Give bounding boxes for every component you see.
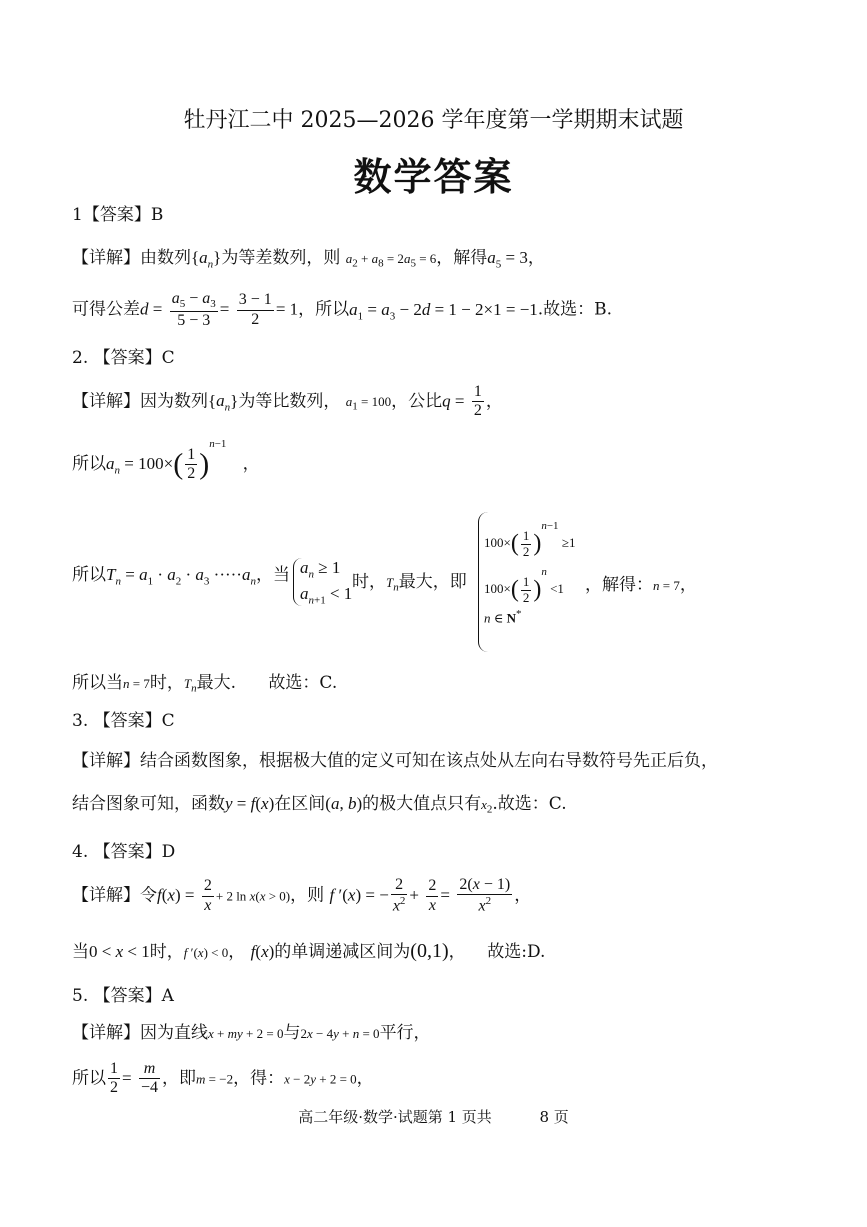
q3-detail: 【详解】结合函数图象，根据极大值的定义可知在该点处从左向右导数符号先正后负，: [72, 751, 718, 771]
q5-detail: 【详解】因为直线x + my + 2 = 0与2x − 4y + n = 0平行，: [72, 1023, 431, 1043]
q2-sys-1: 100×( $\frac{1}{2}$ )$^{n-1}$ ≥1: [484, 520, 576, 559]
school-title: 牡丹江二中 2025—2026 学年度第一学期期末试题: [183, 108, 684, 133]
q2-max-text: 时，$T_n$最大，即: [352, 572, 467, 594]
q1-line2: 可得公差d = $\frac{a_5 - a_3}{5 - 3}$ = $\frac{3 - 1}{2}$ = 1，所以$a_1 = a_3 - 2d = 1 - 2\times 1 = -1$.故选：B.: [72, 290, 613, 329]
q3-line2: 结合图象可知，函数y = f(x)在区间(a, b)的极大值点只有$x_2$.故选：C.: [72, 794, 567, 816]
q2-answer: 2. 【答案】C: [72, 348, 175, 368]
q1-answer: 1【答案】B: [72, 205, 164, 225]
q2-sys-2: 100×( $\frac{1}{2}$ )$^n$ <1: [484, 566, 564, 605]
q2-solve: ，解得：n = 7，: [585, 575, 697, 595]
q3-answer: 3. 【答案】C: [72, 711, 175, 731]
doc-title: 数学答案: [353, 154, 514, 199]
q5-line2: 所以 $\frac{1}{2}$ = $\frac{m}{-4}$ ，即m = −2，得：x − 2y + 2 = 0，: [72, 1060, 374, 1097]
q1-detail: 【详解】由数列$\{a_n\}$为等差数列，则 $a_2 + a_8 = 2a_5 = 6$，解得$a_5 = 3$，: [72, 248, 545, 271]
q2-cond-1: $a_n \ge 1$: [300, 558, 341, 581]
q4-line2: 当0 < x < 1时，f ′(x) < 0， f(x)的单调递减区间为(0,1)， 故选:D.: [72, 940, 546, 962]
q2-line3: 所以$T_n = a_1 \cdot a_2 \cdot a_3 \cdot\cdot\cdot\cdot\cdot a_n$，当: [72, 565, 290, 588]
q2-sys-3: n ∈ N*: [484, 608, 522, 626]
q4-answer: 4. 【答案】D: [72, 842, 176, 862]
q5-answer: 5. 【答案】A: [72, 986, 174, 1006]
q2-line4: 所以当n = 7时，$T_n$最大. 故选：C.: [72, 673, 338, 695]
q2-cond-2: $a_{n+1} < 1$: [300, 584, 353, 607]
q2-detail: 【详解】因为数列$\{a_n\}$为等比数列， $a_1 = 100$，公比q = $\frac{1}{2}$ ，: [72, 383, 503, 420]
q4-detail: 【详解】令f(x) = $\frac{2}{x}$ + 2 ln x(x > 0)，则 f ′(x) = − $\frac{2}{x^2}$ + $\frac{2}{x}$ = $\frac{2(x - 1)}{x^2}$ ，: [72, 876, 532, 915]
page-footer: 高二年级·数学·试题第 1 页共 8 页: [298, 1108, 569, 1126]
q2-line2: 所以$a_n = 100\times$( $\frac{1}{2}$ )$^{n-1}$ ，: [72, 438, 260, 482]
